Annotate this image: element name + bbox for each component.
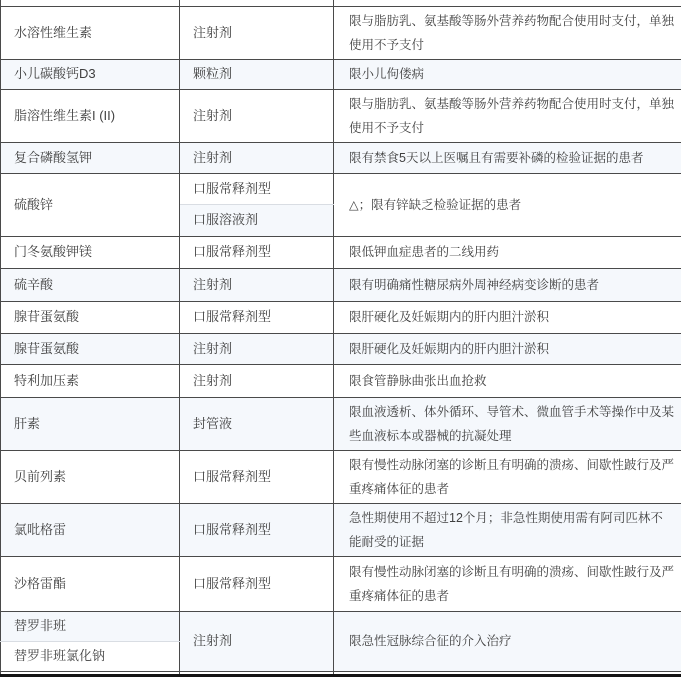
cropped-row-bottom <box>1 671 681 675</box>
drug-name-cell: 水溶性维生素 <box>1 6 180 59</box>
drug-name-cell: 小儿碳酸钙D3 <box>1 59 180 89</box>
restriction-cell: 限急性冠脉综合征的介入治疗 <box>334 611 681 671</box>
restriction-cell: 急性期使用不超过12个月；非急性期使用需有阿司匹林不能耐受的证据 <box>334 503 681 556</box>
drug-name-cell: 替罗非班 <box>1 611 180 641</box>
restriction-cell: 限低钾血症患者的二线用药 <box>334 236 681 268</box>
table-row <box>1 333 681 364</box>
table-row <box>1 301 681 333</box>
table-row <box>1 450 681 503</box>
table-row <box>1 503 681 556</box>
table-row <box>1 364 681 397</box>
dosage-form-cell: 口服常释剂型 <box>180 173 334 204</box>
table-row <box>1 89 681 142</box>
dosage-form-cell: 口服常释剂型 <box>180 556 334 611</box>
restriction-cell: 限与脂肪乳、氨基酸等肠外营养药物配合使用时支付，单独使用不予支付 <box>334 6 681 59</box>
dosage-form-cell: 口服常释剂型 <box>180 450 334 503</box>
table-row <box>1 59 681 89</box>
drug-name-cell: 氯吡格雷 <box>1 503 180 556</box>
table-row <box>1 6 681 59</box>
drug-name-cell: 复合磷酸氢钾 <box>1 142 180 173</box>
restriction-cell: 限肝硬化及妊娠期内的肝内胆汁淤积 <box>334 333 681 364</box>
table-row <box>1 236 681 268</box>
restriction-cell: 限肝硬化及妊娠期内的肝内胆汁淤积 <box>334 301 681 333</box>
drug-name-cell: 特利加压素 <box>1 364 180 397</box>
partial-row-cell <box>1 671 180 675</box>
restriction-cell: 限血液透析、体外循环、导管术、微血管手术等操作中及某些血液标本或器械的抗凝处理 <box>334 397 681 450</box>
dosage-form-cell: 注射剂 <box>180 142 334 173</box>
table-row <box>1 397 681 450</box>
dosage-form-cell: 口服常释剂型 <box>180 503 334 556</box>
dosage-form-cell: 口服常释剂型 <box>180 301 334 333</box>
dosage-form-cell: 颗粒剂 <box>180 59 334 89</box>
drug-name-cell: 脂溶性维生素I (II) <box>1 89 180 142</box>
dosage-form-cell: 注射剂 <box>180 364 334 397</box>
drug-name-cell: 替罗非班氯化钠 <box>1 641 180 671</box>
dosage-form-cell: 封管液 <box>180 397 334 450</box>
drug-name-cell: 门冬氨酸钾镁 <box>1 236 180 268</box>
restriction-cell: 限有慢性动脉闭塞的诊断且有明确的溃疡、间歇性跛行及严重疼痛体征的患者 <box>334 556 681 611</box>
drug-name-cell: 腺苷蛋氨酸 <box>1 333 180 364</box>
partial-row-cell <box>334 671 681 675</box>
restriction-cell: 限有明确痛性糖尿病外周神经病变诊断的患者 <box>334 268 681 301</box>
restriction-cell: 限有禁食5天以上医嘱且有需要补磷的检验证据的患者 <box>334 142 681 173</box>
drug-name-cell: 硫辛酸 <box>1 268 180 301</box>
dosage-form-cell: 注射剂 <box>180 611 334 671</box>
drug-name-cell: 沙格雷酯 <box>1 556 180 611</box>
restriction-cell: 限有慢性动脉闭塞的诊断且有明确的溃疡、间歇性跛行及严重疼痛体征的患者 <box>334 450 681 503</box>
drug-name-cell: 硫酸锌 <box>1 173 180 236</box>
dosage-form-cell: 注射剂 <box>180 333 334 364</box>
dosage-form-cell: 口服溶液剂 <box>180 204 334 236</box>
drug-name-cell: 腺苷蛋氨酸 <box>1 301 180 333</box>
restriction-cell: 限食管静脉曲张出血抢救 <box>334 364 681 397</box>
dosage-form-cell: 注射剂 <box>180 89 334 142</box>
partial-row-cell <box>180 671 334 675</box>
restriction-cell: △；限有锌缺乏检验证据的患者 <box>334 173 681 236</box>
table-row <box>1 173 681 204</box>
dosage-form-cell: 注射剂 <box>180 6 334 59</box>
restriction-cell: 限与脂肪乳、氨基酸等肠外营养药物配合使用时支付，单独使用不予支付 <box>334 89 681 142</box>
table-row <box>1 556 681 611</box>
dosage-form-cell: 口服常释剂型 <box>180 236 334 268</box>
restriction-cell: 限小儿佝偻病 <box>334 59 681 89</box>
dosage-form-cell: 注射剂 <box>180 268 334 301</box>
table-row <box>1 268 681 301</box>
drug-name-cell: 贝前列素 <box>1 450 180 503</box>
table-row <box>1 142 681 173</box>
drug-name-cell: 肝素 <box>1 397 180 450</box>
table-row <box>1 611 681 641</box>
drug-table-body <box>1 0 681 675</box>
